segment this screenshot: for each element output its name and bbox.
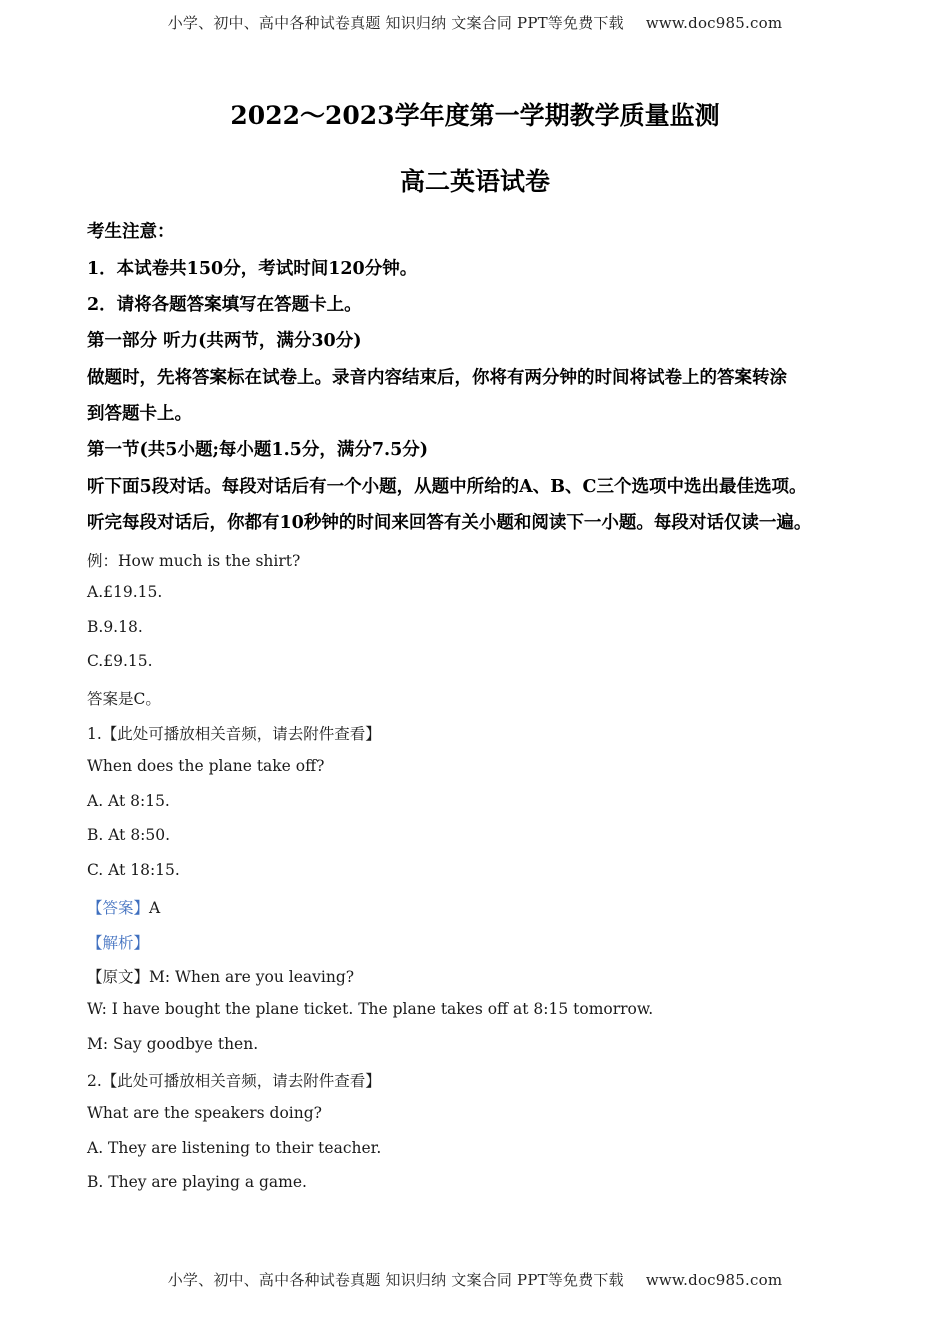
notice-item-1: 1．本试卷共150分，考试时间120分钟。 [87,259,418,279]
q1-audio-link[interactable]: 1.【此处可播放相关音频，请去附件查看】 [87,725,381,743]
exam-subtitle: 高二英语试卷 [399,167,550,196]
q2-option-a: A. They are listening to their teacher. [87,1139,382,1157]
example-answer: 答案是C。 [87,690,161,708]
q1-transcript-1: 【原文】M: When are you leaving? [87,968,355,986]
example-option-c: C.£9.15. [87,652,153,670]
q1-transcript-3: M: Say goodbye then. [87,1035,259,1053]
q2-audio-link[interactable]: 2.【此处可播放相关音频，请去附件查看】 [87,1072,381,1090]
answer-tag: 【答案】 [87,899,150,917]
part1-instruction-2: 到答题卡上。 [87,404,192,424]
footer-site-link[interactable]: www.doc985.com [645,1271,783,1289]
example-question: 例：How much is the shirt? [87,552,301,570]
q1-transcript-2: W: I have bought the plane ticket. The plane takes off at 8:15 tomorrow. [87,1000,654,1018]
section1-heading: 第一节(共5小题;每小题1.5分，满分7.5分) [87,440,429,460]
example-option-a: A.£19.15. [87,583,163,601]
footer-text: 小学、初中、高中各种试卷真题 知识归纳 文案合同 PPT等免费下载 [167,1271,624,1289]
section1-instruction-2: 听完每段对话后，你都有10秒钟的时间来回答有关小题和阅读下一小题。每段对话仅读一遍。 [87,513,812,533]
section1-instruction-1: 听下面5段对话。每段对话后有一个小题，从题中所给的A、B、C三个选项中选出最佳选项。 [87,477,807,497]
notice-heading: 考生注意： [87,222,175,242]
answer-value: A [149,899,161,917]
part1-heading: 第一部分 听力(共两节，满分30分) [87,331,362,351]
page-footer [0,1269,950,1290]
part1-instruction-1: 做题时，先将答案标在试卷上。录音内容结束后，你将有两分钟的时间将试卷上的答案转涂 [87,368,787,388]
exam-title: 2022～2023学年度第一学期教学质量监测 [230,101,720,130]
q1-option-b: B. At 8:50. [87,826,171,844]
q1-question: When does the plane take off? [87,757,325,775]
q1-option-c: C. At 18:15. [87,861,180,879]
example-option-b: B.9.18. [87,618,143,636]
header-site-link[interactable]: www.doc985.com [645,14,783,32]
q1-answer [87,896,160,918]
header-text: 小学、初中、高中各种试卷真题 知识归纳 文案合同 PPT等免费下载 [167,14,624,32]
q2-question: What are the speakers doing? [87,1104,322,1122]
notice-item-2: 2．请将各题答案填写在答题卡上。 [87,295,362,315]
analysis-tag: 【解析】 [87,934,150,952]
q2-option-b: B. They are playing a game. [87,1173,307,1191]
page-header [0,12,950,33]
q1-option-a: A. At 8:15. [87,792,170,810]
